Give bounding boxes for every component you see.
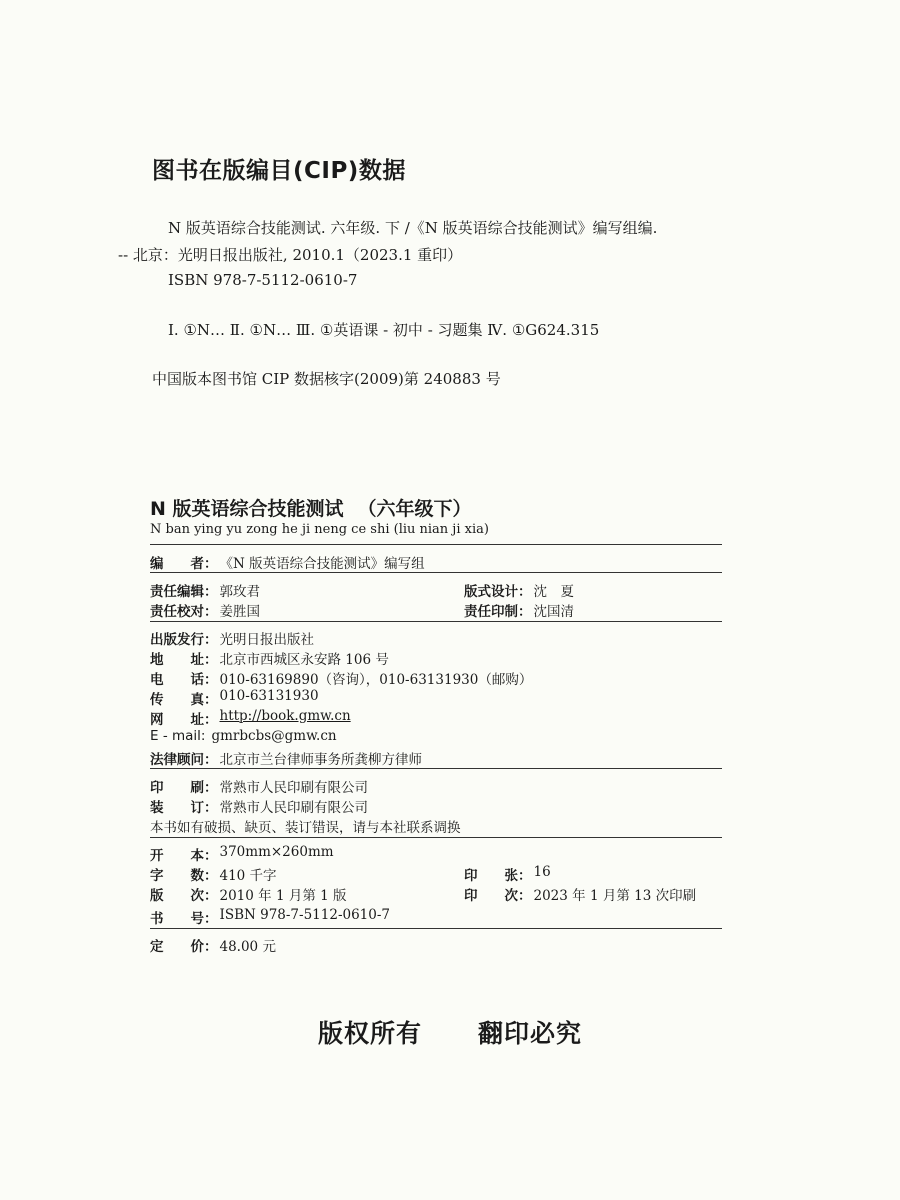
isbn-row	[150, 907, 390, 927]
print-manager-row	[464, 600, 574, 620]
address-label: 地 址：	[150, 652, 218, 668]
layout-design-label: 版式设计：	[464, 584, 532, 600]
divider	[150, 544, 722, 545]
responsible-editor-value: 郭玫君	[219, 584, 260, 600]
copyright-notice	[0, 1014, 900, 1050]
sheets-label: 印 张：	[464, 868, 532, 884]
cip-line-classification: Ⅰ. ①N… Ⅱ. ①N… Ⅲ. ①英语课 - 初中 - 习题集 Ⅳ. ①G624.315	[168, 321, 600, 339]
word-count-value: 410 千字	[219, 868, 277, 884]
reproduction-prohibited: 翻印必究	[478, 1019, 583, 1048]
price-value: 48.00 元	[219, 939, 276, 955]
responsible-editor-label: 责任编辑：	[150, 584, 218, 600]
printer-label: 印 刷：	[150, 780, 218, 796]
edition-value: 2010 年 1 月第 1 版	[219, 888, 347, 904]
cip-line-record-number: 中国版本图书馆 CIP 数据核字(2009)第 240883 号	[152, 370, 501, 388]
website-row	[150, 708, 351, 728]
editor-label: 编 者：	[150, 556, 218, 572]
legal-counsel-value: 北京市兰台律师事务所龚柳方律师	[219, 752, 422, 768]
phone-label: 电 话：	[150, 672, 218, 688]
address-value: 北京市西城区永安路 106 号	[219, 652, 389, 668]
impression-value: 2023 年 1 月第 13 次印刷	[533, 888, 697, 904]
publisher-label: 出版发行：	[150, 632, 218, 648]
fax-row	[150, 688, 319, 708]
phone-value: 010-63169890（咨询），010-63131930（邮购）	[219, 672, 533, 688]
editor-row	[150, 552, 425, 572]
word-count-row	[150, 864, 277, 884]
printer-row	[150, 776, 368, 796]
legal-counsel-row	[150, 748, 422, 768]
sheets-value: 16	[533, 864, 551, 880]
email-row	[150, 728, 337, 744]
binding-value: 常熟市人民印刷有限公司	[219, 800, 368, 816]
proofreader-value: 姜胜国	[219, 604, 260, 620]
cip-line-publisher: -- 北京：光明日报出版社, 2010.1（2023.1 重印）	[118, 246, 463, 264]
fax-value: 010-63131930	[219, 688, 319, 704]
copyright-reserved: 版权所有	[317, 1019, 422, 1048]
layout-design-value: 沈 夏	[533, 584, 574, 600]
damage-notice	[150, 816, 461, 836]
binding-label: 装 订：	[150, 800, 218, 816]
cip-line-title: N 版英语综合技能测试. 六年级. 下 /《N 版英语综合技能测试》编写组编.	[168, 219, 658, 237]
fax-label: 传 真：	[150, 692, 218, 708]
word-count-label: 字 数：	[150, 868, 218, 884]
format-value: 370mm×260mm	[219, 844, 334, 860]
isbn-value: ISBN 978-7-5112-0610-7	[219, 907, 391, 923]
book-title	[150, 494, 472, 521]
layout-design-row	[464, 580, 574, 600]
book-title-main: N 版英语综合技能测试	[150, 498, 344, 520]
legal-counsel-label: 法律顾问：	[150, 752, 218, 768]
book-title-pinyin: N ban ying yu zong he ji neng ce shi (liu nian ji xia)	[150, 522, 489, 537]
divider	[150, 621, 722, 622]
responsible-editor-row	[150, 580, 260, 600]
price-row	[150, 935, 276, 955]
divider	[150, 928, 722, 929]
printer-value: 常熟市人民印刷有限公司	[219, 780, 368, 796]
divider	[150, 837, 722, 838]
binding-row	[150, 796, 368, 816]
sheets-row	[464, 864, 551, 884]
email-value[interactable]: gmrbcbs@gmw.cn	[211, 728, 337, 744]
edition-label: 版 次：	[150, 888, 218, 904]
cip-line-isbn: ISBN 978-7-5112-0610-7	[168, 271, 358, 289]
isbn-label: 书 号：	[150, 911, 218, 927]
impression-row	[464, 884, 696, 904]
print-manager-value: 沈国清	[533, 604, 574, 620]
website-link[interactable]: http://book.gmw.cn	[219, 708, 351, 724]
editor-value: 《N 版英语综合技能测试》编写组	[219, 556, 425, 572]
email-label: E - mail:	[150, 728, 206, 744]
impression-label: 印 次：	[464, 888, 532, 904]
damage-notice-text: 本书如有破损、缺页、装订错误，请与本社联系调换	[150, 820, 461, 836]
cip-heading: 图书在版编目(CIP)数据	[152, 158, 406, 184]
format-row	[150, 844, 334, 864]
address-row	[150, 648, 389, 668]
format-label: 开 本：	[150, 848, 218, 864]
edition-row	[150, 884, 347, 904]
print-manager-label: 责任印制：	[464, 604, 532, 620]
book-title-grade: （六年级下）	[357, 498, 472, 520]
proofreader-row	[150, 600, 260, 620]
phone-row	[150, 668, 532, 688]
publisher-value: 光明日报出版社	[219, 632, 314, 648]
price-label: 定 价：	[150, 939, 218, 955]
divider	[150, 572, 722, 573]
website-label: 网 址：	[150, 712, 218, 728]
proofreader-label: 责任校对：	[150, 604, 218, 620]
divider	[150, 768, 722, 769]
publisher-row	[150, 628, 314, 648]
